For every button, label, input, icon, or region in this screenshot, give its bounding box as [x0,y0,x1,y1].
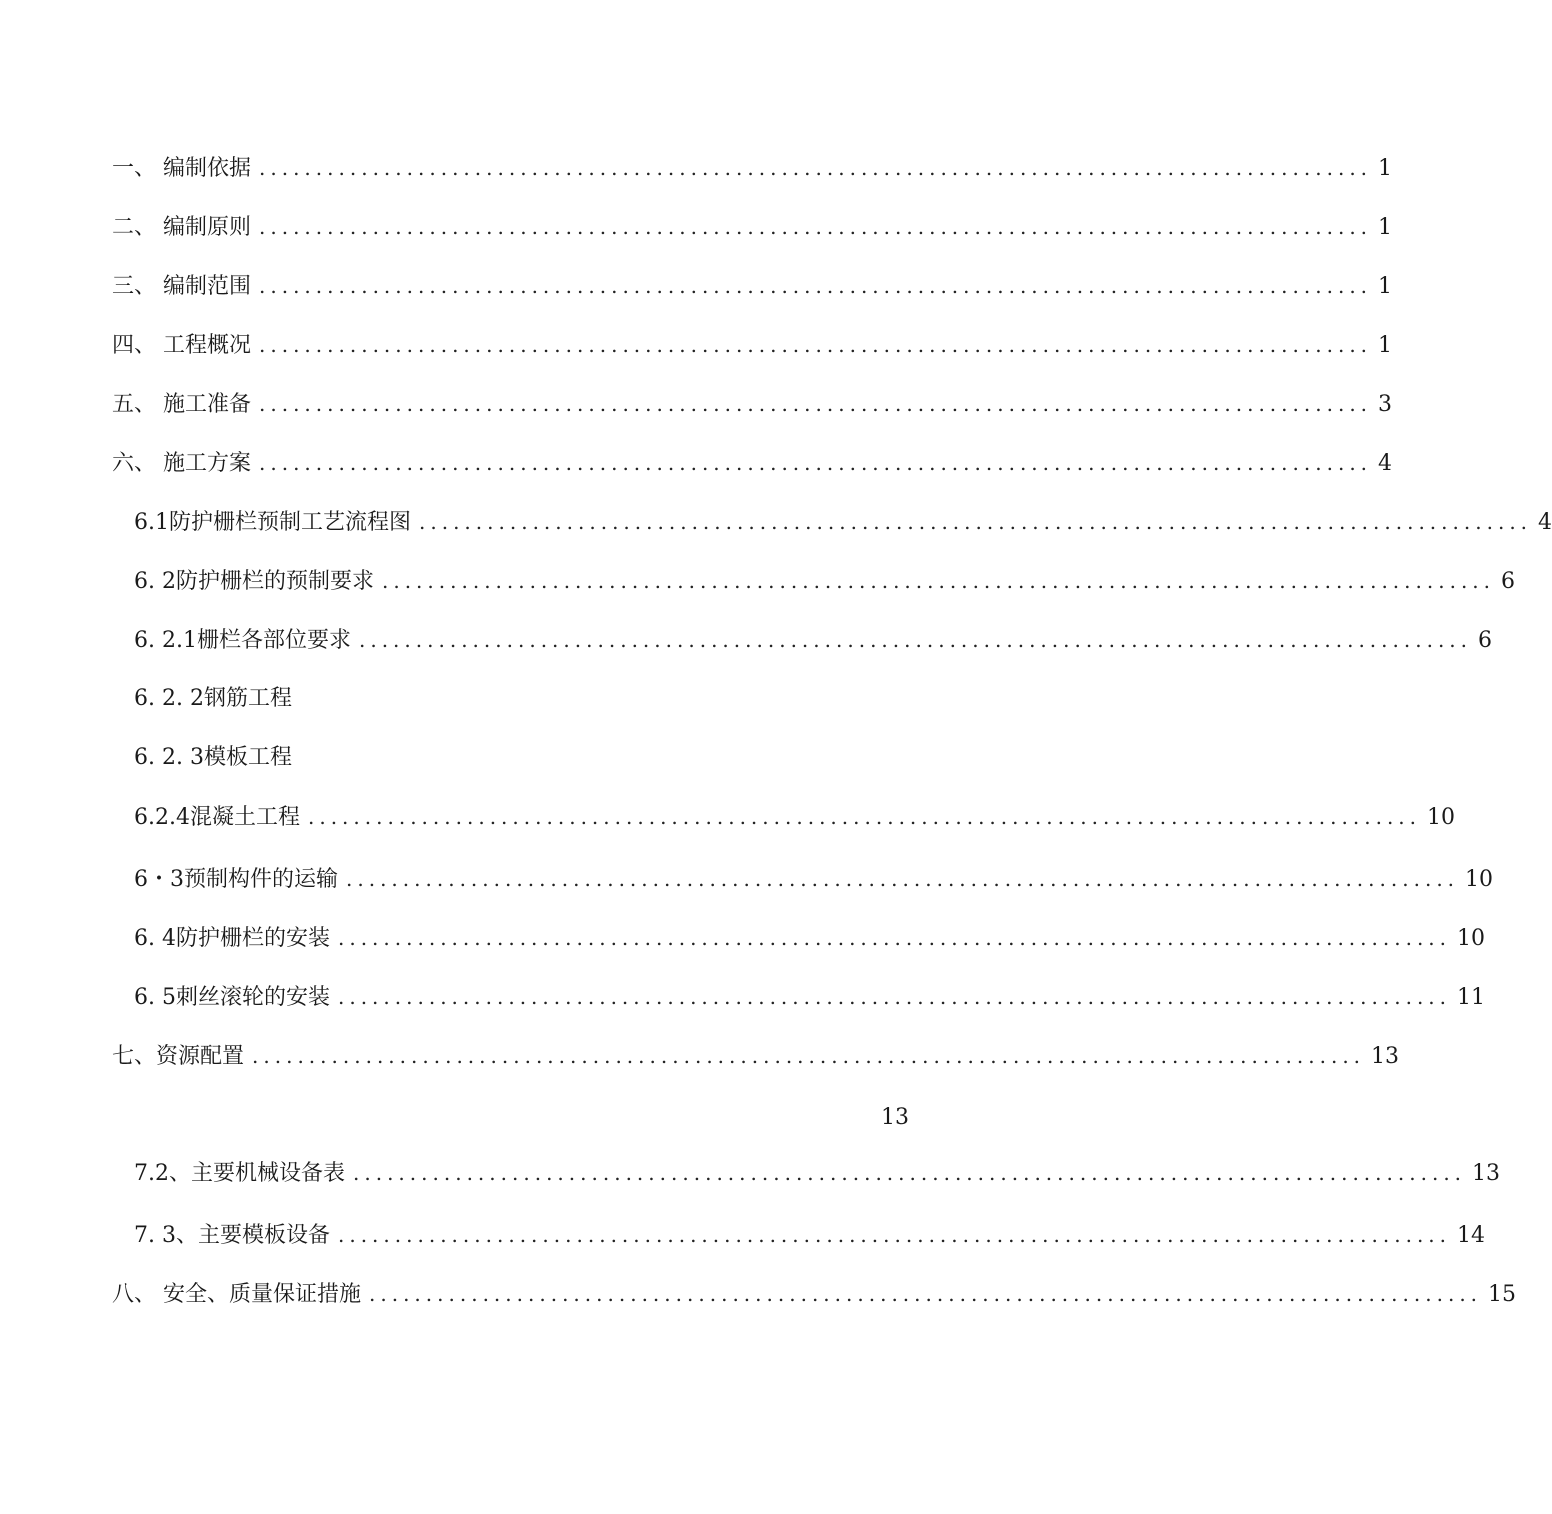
orphan-page-number: 13 [881,1105,909,1130]
toc-entry-page: 4 [1538,510,1552,535]
toc-entry-page: 6 [1501,569,1516,594]
toc-entry-label: 6. 2. 2钢筋工程 [134,686,292,711]
toc-dot-leader: .................................................................................................. [259,156,1373,180]
toc-entry-label: 6. 5刺丝滚轮的安装 [134,985,330,1010]
toc-dot-leader: .................................................................................................. [369,1282,1483,1306]
toc-entry-label: 6・3预制构件的运输 [134,867,338,892]
toc-entry[interactable] [0,386,1393,422]
toc-entry[interactable] [0,799,1456,835]
toc-entry[interactable] [0,979,1486,1015]
toc-entry[interactable] [0,681,1024,717]
toc-entry[interactable] [0,1038,1400,1074]
toc-entry[interactable] [0,920,1486,956]
toc-entry-page: 10 [1427,805,1456,830]
toc-entry-label: 7. 3、主要模板设备 [134,1223,330,1248]
toc-dot-leader: .................................................................................................. [346,867,1460,891]
toc-entry-page: 1 [1378,156,1393,181]
toc-dot-leader: .................................................................................................. [353,1161,1467,1185]
toc-dot-leader: .................................................................................................. [259,215,1373,239]
toc-dot-leader: .................................................................................................. [419,510,1533,534]
toc-dot-leader: .................................................................................................. [307,805,1422,829]
toc-entry-page: 1 [1378,274,1393,299]
toc-entry-page: 10 [1465,867,1494,892]
toc-entry-page: 1 [1378,333,1393,358]
toc-entry-page: 10 [1457,926,1486,951]
toc-entry-label: 6.2.4混凝土工程 [134,805,300,830]
toc-dot-leader: .................................................................................................. [252,1044,1366,1068]
toc-entry[interactable] [0,209,1393,245]
toc-entry-label: 6. 4防护栅栏的安装 [134,926,330,951]
toc-dot-leader: .................................................................................................. [259,392,1373,416]
toc-entry[interactable] [0,504,1552,540]
toc-entry[interactable] [0,622,1493,658]
toc-entry[interactable] [0,150,1393,186]
toc-dot-leader: .................................................................................................. [381,569,1496,593]
toc-entry-page: 13 [1371,1044,1400,1069]
toc-entry-page: 4 [1378,451,1393,476]
toc-entry-label: 六、 施工方案 [112,451,251,476]
toc-dot-leader: .................................................................................................. [259,451,1373,475]
toc-entry[interactable] [0,445,1393,481]
toc-entry[interactable] [0,1155,1501,1191]
toc-entry[interactable] [0,861,1494,897]
toc-dot-leader: .................................................................................................. [337,985,1452,1009]
toc-entry-label: 6.1防护栅栏预制工艺流程图 [134,510,411,535]
toc-entry-page: 3 [1378,392,1393,417]
toc-entry-label: 7.2、主要机械设备表 [134,1161,345,1186]
toc-entry-page: 13 [1472,1161,1501,1186]
toc-dot-leader: .................................................................................................. [259,333,1373,357]
toc-entry-page: 14 [1457,1223,1486,1248]
toc-entry-page: 15 [1488,1282,1517,1307]
toc-dot-leader: .................................................................................................. [358,628,1473,652]
toc-entry-label: 七、资源配置 [112,1044,245,1069]
toc-entry-page: 1 [1378,215,1393,240]
toc-entry-label: 一、 编制依据 [112,156,251,181]
toc-entry[interactable] [0,1276,1517,1312]
toc-entry[interactable] [0,327,1393,363]
toc-entry-label: 二、 编制原则 [112,215,251,240]
toc-entry-label: 四、 工程概况 [112,333,251,358]
toc-entry-page: 6 [1478,628,1493,653]
toc-dot-leader: .................................................................................................. [337,926,1452,950]
toc-entry[interactable] [0,563,1516,599]
toc-dot-leader: .................................................................................................. [259,274,1373,298]
toc-entry-label: 八、 安全、质量保证措施 [112,1282,361,1307]
toc-entry-label: 五、 施工准备 [112,392,251,417]
toc-entry-label: 6. 2防护栅栏的预制要求 [134,569,374,594]
toc-entry-label: 6. 2. 3模板工程 [134,745,292,770]
toc-dot-leader: .................................................................................................. [337,1223,1452,1247]
toc-entry-label: 6. 2.1栅栏各部位要求 [134,628,351,653]
toc-entry-page: 11 [1457,985,1486,1010]
toc-entry[interactable] [0,1217,1486,1253]
toc-entry[interactable] [0,740,1024,776]
toc-entry-label: 三、 编制范围 [112,274,251,299]
toc-entry[interactable] [0,268,1393,304]
